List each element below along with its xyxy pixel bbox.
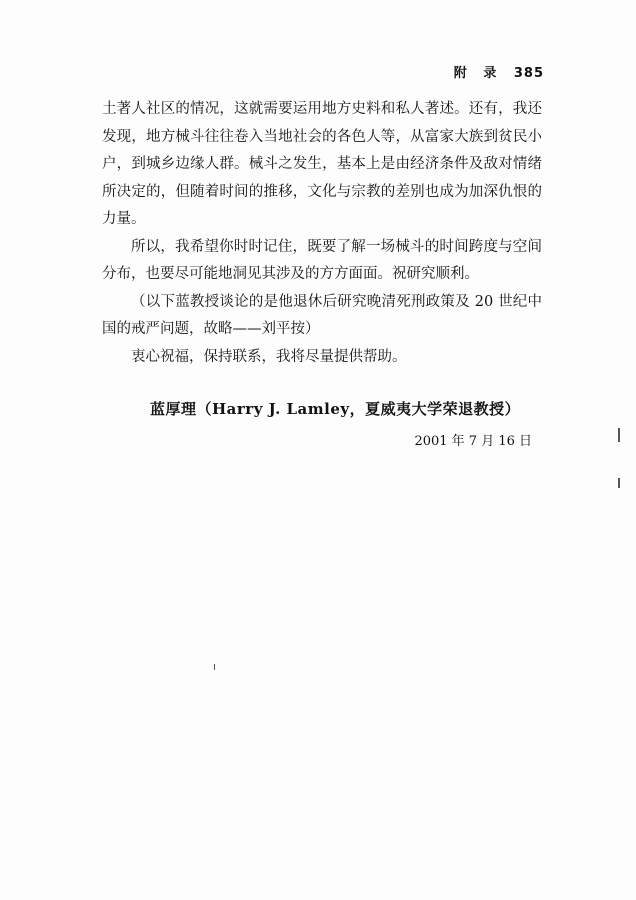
- paragraph-4-closing: 衷心祝福，保持联系，我将尽量提供帮助。: [131, 348, 407, 365]
- section-title: 附 录: [453, 66, 503, 81]
- scan-speck-3: [214, 664, 215, 670]
- scan-speck-2: [618, 478, 620, 488]
- running-head: [454, 62, 544, 81]
- paragraph-1: 土著人社区的情况，这就需要运用地方史料和私人著述。还有，我还发现，地方械斗往往卷入当地社会的各色人等，从富家大族到贫民小户，到城乡边缘人群。械斗之发生，基本上是由经济条件及敌对情绪所决定的，但随着时间的推移，文化与宗教的差别也成为加深仇恨的力量。: [102, 101, 542, 227]
- letter-date: 2001 年 7 月 16 日: [414, 434, 532, 449]
- paragraph-3-editor-note: （以下蓝教授谈论的是他退休后研究晚清死刑政策及 20 世纪中国的戒严问题，故略——刘平按）: [102, 293, 542, 337]
- scan-speck-1: [618, 428, 620, 442]
- paragraph-2: 所以，我希望你时时记住，既要了解一场械斗的时间跨度与空间分布，也要尽可能地洞见其涉及的方方面面。祝研究顺利。: [102, 238, 542, 282]
- signature: 蓝厚理（Harry J. Lamley，夏威夷大学荣退教授）: [150, 400, 521, 418]
- letter-body: [102, 96, 542, 371]
- page-number: 385: [513, 66, 544, 81]
